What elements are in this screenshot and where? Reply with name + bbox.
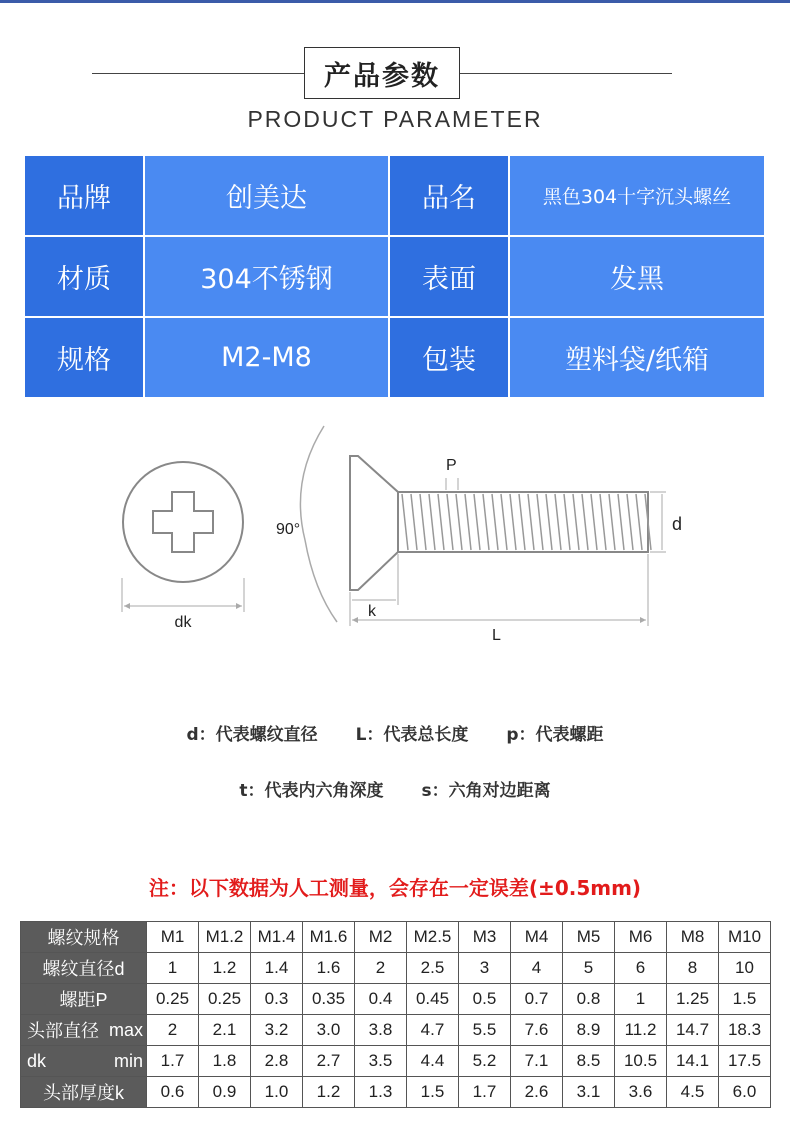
section-title <box>0 47 790 101</box>
table-cell: 3.0 <box>303 1015 355 1046</box>
table-cell: 17.5 <box>719 1046 771 1077</box>
table-cell: 0.25 <box>147 984 199 1015</box>
table-cell: 1.7 <box>459 1077 511 1108</box>
row-header-sub: min <box>113 1050 143 1071</box>
param-value: 发黑 <box>510 237 764 316</box>
table-cell: 7.6 <box>511 1015 563 1046</box>
param-value: 创美达 <box>145 156 388 235</box>
param-value: 塑料袋/纸箱 <box>510 318 764 397</box>
row-header <box>21 1015 147 1046</box>
table-cell: 3.2 <box>251 1015 303 1046</box>
table-cell: M1 <box>147 922 199 953</box>
table-cell: 3.6 <box>615 1077 667 1108</box>
table-cell: M3 <box>459 922 511 953</box>
table-cell: M2 <box>355 922 407 953</box>
table-cell: 1 <box>147 953 199 984</box>
table-cell: M1.2 <box>199 922 251 953</box>
param-key: 品名 <box>390 156 508 235</box>
table-cell: 7.1 <box>511 1046 563 1077</box>
page-subtitle: PRODUCT PARAMETER <box>247 106 543 132</box>
legend-item: s：六角对边距离 <box>421 781 551 801</box>
parameter-row <box>25 318 764 397</box>
param-key: 表面 <box>390 237 508 316</box>
p-label: P <box>446 457 457 474</box>
table-cell: 2.7 <box>303 1046 355 1077</box>
table-cell: 2 <box>355 953 407 984</box>
table-cell: 2.8 <box>251 1046 303 1077</box>
row-header-sub: max <box>108 1019 143 1040</box>
table-cell: 3.8 <box>355 1015 407 1046</box>
table-cell: 0.8 <box>563 984 615 1015</box>
table-cell: M2.5 <box>407 922 459 953</box>
screw-side-view <box>350 456 651 590</box>
legend-item: p：代表螺距 <box>506 725 604 745</box>
table-cell: M6 <box>615 922 667 953</box>
table-row <box>21 953 771 984</box>
table-cell: 0.3 <box>251 984 303 1015</box>
table-cell: 2.5 <box>407 953 459 984</box>
table-cell: 0.9 <box>199 1077 251 1108</box>
table-cell: 1.6 <box>303 953 355 984</box>
table-cell: 5.5 <box>459 1015 511 1046</box>
param-value: 黑色304十字沉头螺丝 <box>510 156 764 235</box>
table-cell: 6.0 <box>719 1077 771 1108</box>
row-header: 螺距P <box>21 984 147 1015</box>
parameter-table <box>25 156 764 397</box>
screw-dimension-diagram <box>100 420 700 650</box>
table-row <box>21 984 771 1015</box>
page-title: 产品参数 <box>304 47 460 99</box>
table-row <box>21 922 771 953</box>
table-cell: 0.35 <box>303 984 355 1015</box>
table-cell: 0.45 <box>407 984 459 1015</box>
table-cell: 11.2 <box>615 1015 667 1046</box>
table-row <box>21 1015 771 1046</box>
table-cell: 5 <box>563 953 615 984</box>
spec-table <box>20 921 771 1108</box>
legend-item: L：代表总长度 <box>355 725 469 745</box>
angle-label: 90° <box>276 521 301 538</box>
table-row <box>21 1077 771 1108</box>
table-cell: 1.8 <box>199 1046 251 1077</box>
l-label: L <box>492 627 501 644</box>
legend-item: t：代表内六角深度 <box>239 781 384 801</box>
table-cell: 0.4 <box>355 984 407 1015</box>
table-cell: M1.6 <box>303 922 355 953</box>
table-cell: 2.6 <box>511 1077 563 1108</box>
angle-arc <box>300 426 337 622</box>
table-cell: 2.1 <box>199 1015 251 1046</box>
top-accent-line <box>0 0 790 3</box>
legend-line-2 <box>0 776 790 801</box>
table-cell: 3.1 <box>563 1077 615 1108</box>
measurement-note: 注：以下数据为人工测量，会存在一定误差(±0.5mm) <box>148 876 642 900</box>
row-header-label: dk <box>27 1050 47 1071</box>
table-cell: M8 <box>667 922 719 953</box>
table-cell: 0.25 <box>199 984 251 1015</box>
table-cell: 1 <box>615 984 667 1015</box>
row-header: 螺纹直径d <box>21 953 147 984</box>
table-cell: M1.4 <box>251 922 303 953</box>
parameter-row <box>25 237 764 316</box>
table-cell: 5.2 <box>459 1046 511 1077</box>
table-cell: 10 <box>719 953 771 984</box>
param-value: 304不锈钢 <box>145 237 388 316</box>
table-cell: 1.25 <box>667 984 719 1015</box>
table-cell: 8.9 <box>563 1015 615 1046</box>
table-cell: 2 <box>147 1015 199 1046</box>
row-header: 螺纹规格 <box>21 922 147 953</box>
param-value: M2-M8 <box>145 318 388 397</box>
table-cell: 18.3 <box>719 1015 771 1046</box>
legend-item: d：代表螺纹直径 <box>186 725 318 745</box>
table-cell: 0.7 <box>511 984 563 1015</box>
table-cell: 4.5 <box>667 1077 719 1108</box>
legend-line-1 <box>0 720 790 745</box>
table-cell: 1.2 <box>199 953 251 984</box>
table-cell: 4.4 <box>407 1046 459 1077</box>
table-cell: 1.3 <box>355 1077 407 1108</box>
table-cell: 1.5 <box>407 1077 459 1108</box>
table-cell: 3.5 <box>355 1046 407 1077</box>
table-cell: 1.0 <box>251 1077 303 1108</box>
table-cell: 0.5 <box>459 984 511 1015</box>
table-cell: 10.5 <box>615 1046 667 1077</box>
table-cell: 1.5 <box>719 984 771 1015</box>
table-cell: 4.7 <box>407 1015 459 1046</box>
dk-label: dk <box>174 614 192 631</box>
table-cell: M5 <box>563 922 615 953</box>
table-cell: 1.2 <box>303 1077 355 1108</box>
param-key: 规格 <box>25 318 143 397</box>
row-header-label: 头部直径 <box>27 1021 99 1041</box>
row-header: 头部厚度k <box>21 1077 147 1108</box>
table-cell: 8 <box>667 953 719 984</box>
divider <box>460 73 672 74</box>
head-top-view <box>122 462 244 631</box>
table-cell: 1.7 <box>147 1046 199 1077</box>
k-label: k <box>368 603 376 620</box>
table-cell: 8.5 <box>563 1046 615 1077</box>
table-row <box>21 1046 771 1077</box>
divider <box>92 73 304 74</box>
table-cell: 14.1 <box>667 1046 719 1077</box>
table-cell: 0.6 <box>147 1077 199 1108</box>
row-header <box>21 1046 147 1077</box>
d-label: d <box>672 514 683 534</box>
param-key: 品牌 <box>25 156 143 235</box>
table-cell: 3 <box>459 953 511 984</box>
param-key: 包装 <box>390 318 508 397</box>
table-cell: M4 <box>511 922 563 953</box>
param-key: 材质 <box>25 237 143 316</box>
table-cell: 1.4 <box>251 953 303 984</box>
table-cell: 14.7 <box>667 1015 719 1046</box>
table-cell: 6 <box>615 953 667 984</box>
parameter-row <box>25 156 764 235</box>
table-cell: 4 <box>511 953 563 984</box>
table-cell: M10 <box>719 922 771 953</box>
